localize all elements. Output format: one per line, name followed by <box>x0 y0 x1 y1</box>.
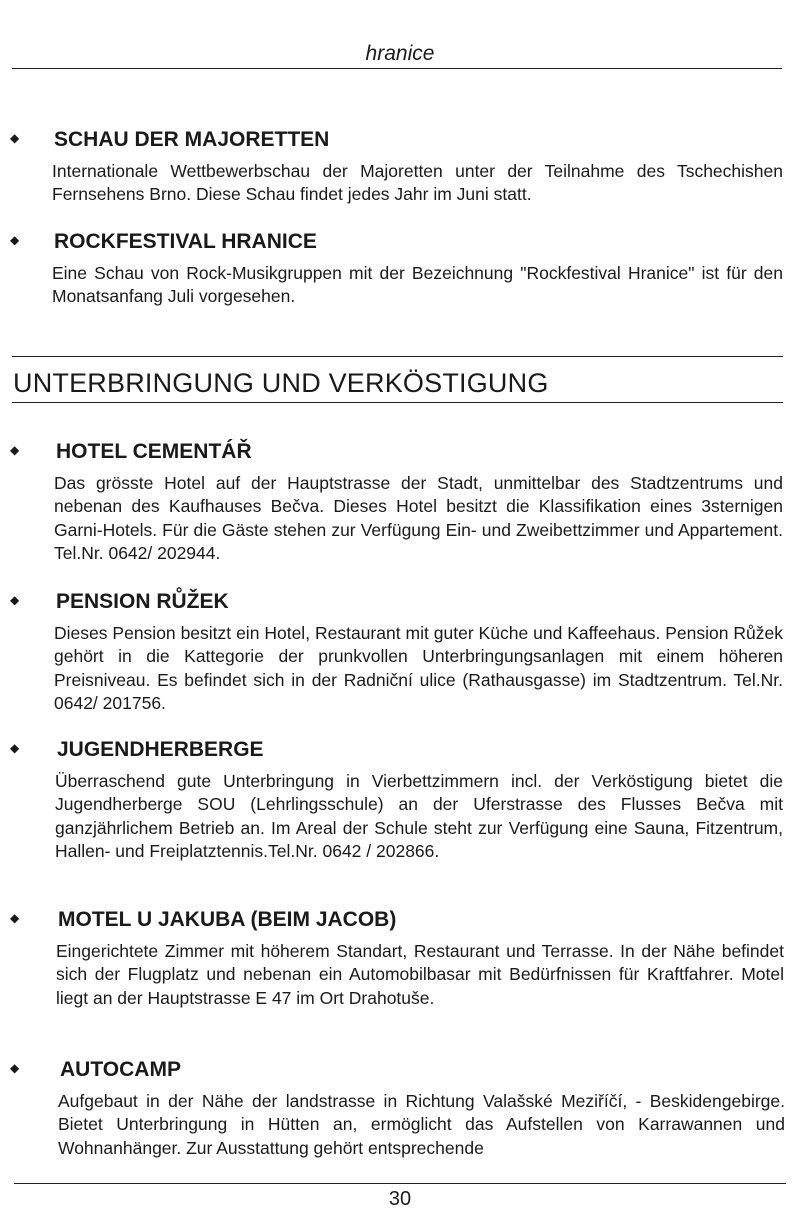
page-number: 30 <box>388 1188 412 1210</box>
diamond-bullet-icon: ◆ <box>10 233 20 247</box>
entry-body: Aufgebaut in der Nähe der landstrasse in Richtung Valašské Meziříčí, - Beskidengebirge. Bietet Unterbringung in Hütten an, ermöglicht das Aufstellen von Karrawannen und Wohnanhänger. Zur Ausstattung gehört entsprechende <box>58 1091 785 1158</box>
running-head-title: hranice <box>365 42 435 65</box>
entry-body: Dieses Pension besitzt ein Hotel, Restaurant mit guter Küche und Kaffeehaus. Pension Růžek gehört in die Kattegorie der prunkvollen Unterbringungsanlagen mit einem höheren Preisniveau. Es befindet sich in der Radniční ulice (Rathausgasse) im Stadtzentrum. Tel.Nr. 0642/ 201756. <box>54 623 783 714</box>
footer-rule <box>14 1183 786 1184</box>
section-bottom-rule <box>12 402 783 403</box>
section-top-rule <box>12 356 783 357</box>
entry-body: Das grösste Hotel auf der Hauptstrasse der Stadt, unmittelbar des Stadtzentrums und nebenan des Kaufhauses Bečva. Dieses Hotel besitzt die Klassifikation eines 3sternigen Garni-Hotels. Für die Gäste stehen zur Verfügung Ein- und Zweibettzimmer und Appartement. Tel.Nr. 0642/ 202944. <box>54 473 783 564</box>
header-rule <box>12 68 782 69</box>
entry-title: HOTEL CEMENTÁŘ <box>56 440 252 463</box>
entry-title: SCHAU DER MAJORETTEN <box>54 128 330 151</box>
entry-title: MOTEL U JAKUBA (BEIM JACOB) <box>58 908 397 931</box>
diamond-bullet-icon: ◆ <box>10 911 20 925</box>
diamond-bullet-icon: ◆ <box>10 593 20 607</box>
entry-body: Eingerichtete Zimmer mit höherem Standart, Restaurant und Terrasse. In der Nähe befindet sich der Flugplatz und nebenan ein Automobilbasar mit Bedürfnissen für Kraftfahrer. Motel liegt an der Hauptstrasse E 47 im Ort Drahotuše. <box>56 941 784 1008</box>
entry-title: ROCKFESTIVAL HRANICE <box>54 230 317 253</box>
diamond-bullet-icon: ◆ <box>10 1061 20 1075</box>
entry-title: PENSION RŮŽEK <box>56 590 229 613</box>
diamond-bullet-icon: ◆ <box>10 443 20 457</box>
entry-body: Überraschend gute Unterbringung in Vierbettzimmern incl. der Verköstigung bietet die Jugendherberge SOU (Lehrlingsschule) an der Uferstrasse des Flusses Bečva mit ganzjährlichem Betrieb an. Im Areal der Schule steht zur Verfügung eine Sauna, Fitzentrum, Hallen- und Freiplatztennis.Tel.Nr. 0642 / 202866. <box>55 771 783 862</box>
section-heading: UNTERBRINGUNG UND VERKÖSTIGUNG <box>13 368 549 398</box>
diamond-bullet-icon: ◆ <box>10 131 20 145</box>
entry-title: JUGENDHERBERGE <box>57 738 264 761</box>
entry-body: Eine Schau von Rock-Musikgruppen mit der Bezeichnung "Rockfestival Hranice" ist für den Monatsanfang Juli vorgesehen. <box>52 263 783 307</box>
entry-body: Internationale Wettbewerbschau der Majoretten unter der Teilnahme des Tschechishen Fernsehens Brno. Diese Schau findet jedes Jahr im Juni statt. <box>52 161 783 205</box>
diamond-bullet-icon: ◆ <box>10 741 20 755</box>
entry-title: AUTOCAMP <box>60 1058 181 1081</box>
